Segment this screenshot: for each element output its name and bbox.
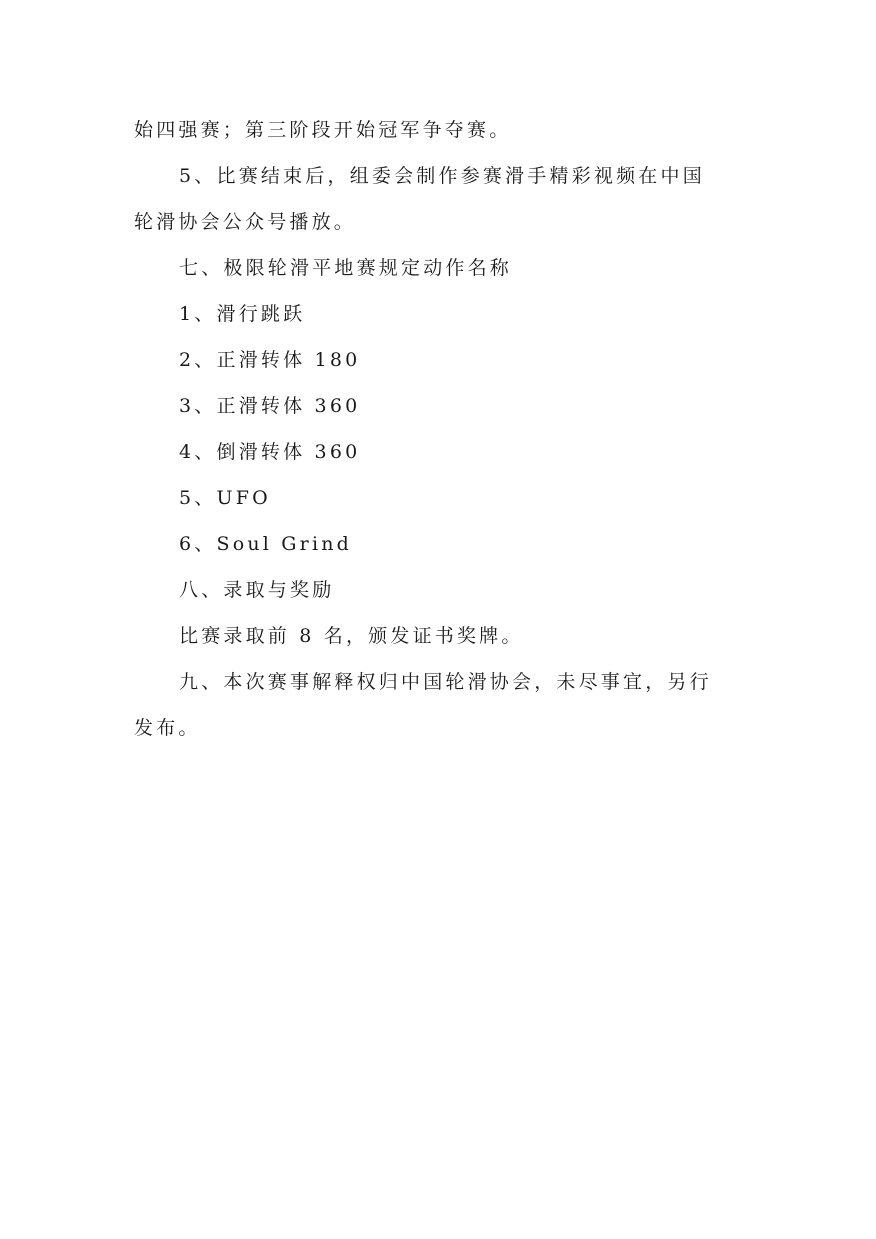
list-item: 5、UFO — [179, 487, 271, 509]
paragraph-line: 发布。 — [134, 717, 201, 739]
list-item: 2、正滑转体 180 — [179, 349, 361, 371]
paragraph-line: 5、比赛结束后，组委会制作参赛滑手精彩视频在中国 — [179, 165, 705, 187]
section-heading: 九、本次赛事解释权归中国轮滑协会，未尽事宜，另行 — [179, 671, 712, 693]
section-heading: 七、极限轮滑平地赛规定动作名称 — [179, 257, 513, 279]
paragraph-line: 始四强赛；第三阶段开始冠军争夺赛。 — [134, 119, 512, 141]
list-item: 4、倒滑转体 360 — [179, 441, 361, 463]
section-heading: 八、录取与奖励 — [179, 579, 335, 601]
paragraph-line: 比赛录取前 8 名，颁发证书奖牌。 — [179, 625, 524, 647]
paragraph-line: 轮滑协会公众号播放。 — [134, 211, 357, 233]
list-item: 3、正滑转体 360 — [179, 395, 361, 417]
list-item: 1、滑行跳跃 — [179, 303, 306, 325]
document-body — [134, 107, 749, 751]
list-item: 6、Soul Grind — [179, 533, 353, 555]
